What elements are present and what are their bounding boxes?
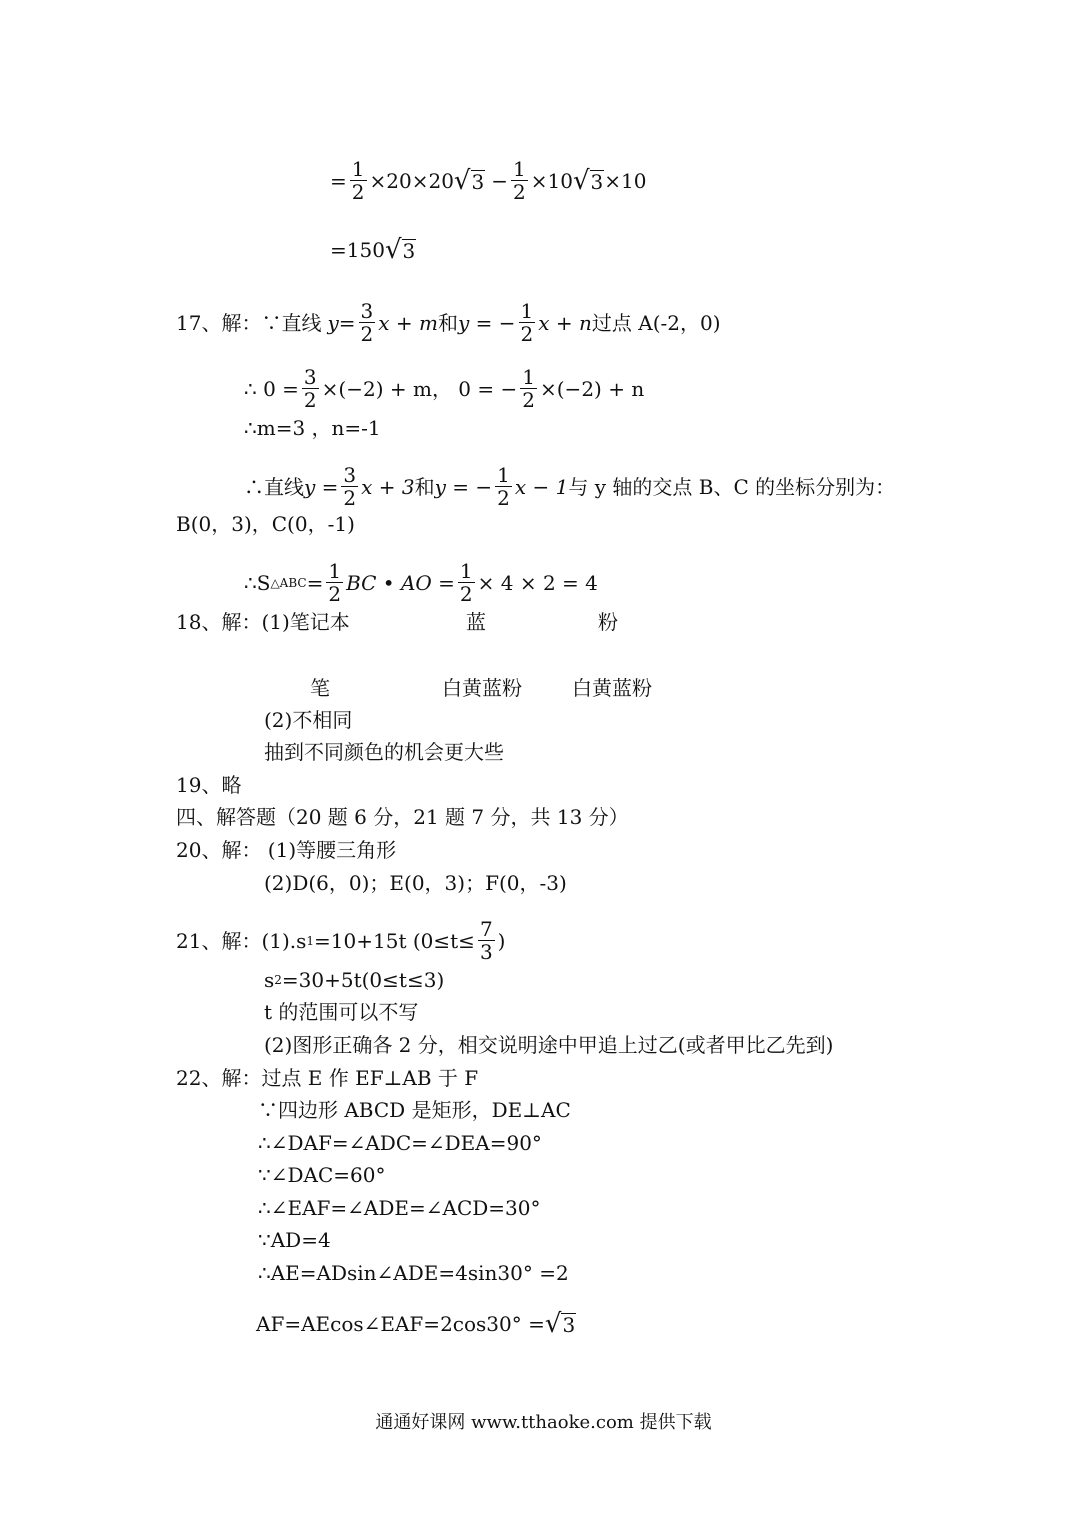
fraction: $\frac{1}{2}$ [328,559,342,606]
math: x + n [538,310,592,335]
q17-step-6 [244,560,598,605]
equals-sign: = [330,168,347,193]
fraction: $\frac{3}{2}$ [303,365,317,412]
math: x + m [378,310,438,335]
footer-credit: 通通好课网 www.tthaoke.com 提供下载 [375,1412,712,1433]
text: ) [497,928,506,953]
text: 过点 A(-2，0) [591,310,721,335]
text: = [306,570,324,595]
formula-line-1 [330,158,646,203]
fraction: $\frac{1}{2}$ [459,559,473,606]
fraction: $\frac{1}{2}$ [497,463,510,510]
sqrt: √ 3 [572,165,604,196]
q18-part-3: 抽到不同颜色的机会更大些 [264,740,504,764]
q22-line-5: ∵AD=4 [258,1228,331,1252]
tree-pink: 粉 [598,610,618,634]
q17-head [176,300,721,345]
text: 与 y 轴的交点 B、C 的坐标分别为： [568,474,896,499]
section-4-heading: 四、解答题（20 题 6 分，21 题 7 分，共 13 分） [176,805,629,829]
q21-head [176,918,505,963]
q22-line-2: ∴∠DAF=∠ADC=∠DEA=90° [258,1131,542,1155]
term: ×10 [604,168,647,193]
q22-line-1: ∵四边形 ABCD 是矩形，DE⊥AC [258,1098,571,1122]
q18-part-2: (2)不相同 [264,708,353,732]
subscript: △ABC [270,575,307,590]
q20-part-2: (2)D(6，0)；E(0，3)；F(0，-3) [264,871,567,895]
sqrt: √ 3 [384,235,416,265]
math: ×(−2) + m， 0 = − [321,376,518,401]
text: 21、解：(1).s [176,928,307,953]
q22-head: 22、解：过点 E 作 EF⊥AB 于 F [176,1066,479,1090]
math: y [327,310,339,335]
text: 和 [414,474,435,499]
fraction: $\frac{1}{2}$ [520,299,534,346]
q22-line-4: ∴∠EAF=∠ADE=∠ACD=30° [258,1196,541,1220]
tree-blue: 蓝 [466,610,486,634]
fraction: $\frac{3}{2}$ [343,463,357,510]
text: ∴直线 [244,474,304,499]
sqrt: √ 3 [453,165,485,196]
q22-line-7 [256,1309,576,1339]
text: 和 [437,310,458,335]
subscript: 1 [306,933,315,948]
math: x − 1 [514,474,569,499]
tree-colors-1: 白黄蓝粉 [442,676,522,700]
fraction: $\frac{3}{2}$ [360,299,374,346]
term: =150 [330,238,385,262]
q21-part-4: (2)图形正确各 2 分，相交说明途中甲追上过乙(或者甲比乙先到) [264,1033,834,1057]
formula-line-2 [330,235,416,265]
term: ×10 [530,168,573,193]
fraction: $\frac{1}{2}$ [513,157,526,204]
math: x + 3 [361,474,415,499]
math: = [338,310,356,335]
q17-step-3: ∴m=3 ，n=-1 [244,416,381,440]
subscript: 2 [274,973,282,987]
sqrt: √ 3 [544,1309,576,1339]
minus-sign: − [491,168,508,193]
text: 17、解：∵直线 [176,310,322,335]
text: ∴S [244,570,271,595]
tree-colors-2: 白黄蓝粉 [572,676,652,700]
math: × 4 × 2 = 4 [477,570,598,595]
fraction: $\frac{1}{2}$ [522,365,535,412]
q22-line-6: ∴AE=ADsin∠ADE=4sin30° =2 [258,1261,569,1285]
q21-part-3: t 的范围可以不写 [264,1000,419,1024]
math: ∴ 0 = [244,376,299,401]
math: y = [304,474,339,499]
math: ×(−2) + n [540,376,645,401]
q21-part-2 [264,968,444,992]
q18-head: 18、解：(1)笔记本 [176,610,350,634]
q22-line-3: ∵∠DAC=60° [258,1163,386,1187]
q20-head: 20、解： (1)等腰三角形 [176,838,397,862]
q17-step-5: B(0，3)，C(0，-1) [176,512,355,536]
term: ×20×20 [369,168,454,193]
tree-pen: 笔 [310,676,330,700]
math: BC • AO = [346,570,455,595]
text: AF=AEcos∠EAF=2cos30° = [256,1312,545,1336]
q17-step-2 [244,366,644,411]
fraction: $\frac{1}{2}$ [351,157,365,204]
text: =30+5t(0≤t≤3) [281,968,445,992]
text: s [264,968,275,992]
math: y = − [457,310,516,335]
q19: 19、略 [176,773,242,797]
q17-step-4 [244,464,895,509]
math: y = − [434,474,493,499]
text: =10+15t (0≤t≤ [314,928,475,953]
fraction: $\frac{7}{3}$ [479,917,493,964]
